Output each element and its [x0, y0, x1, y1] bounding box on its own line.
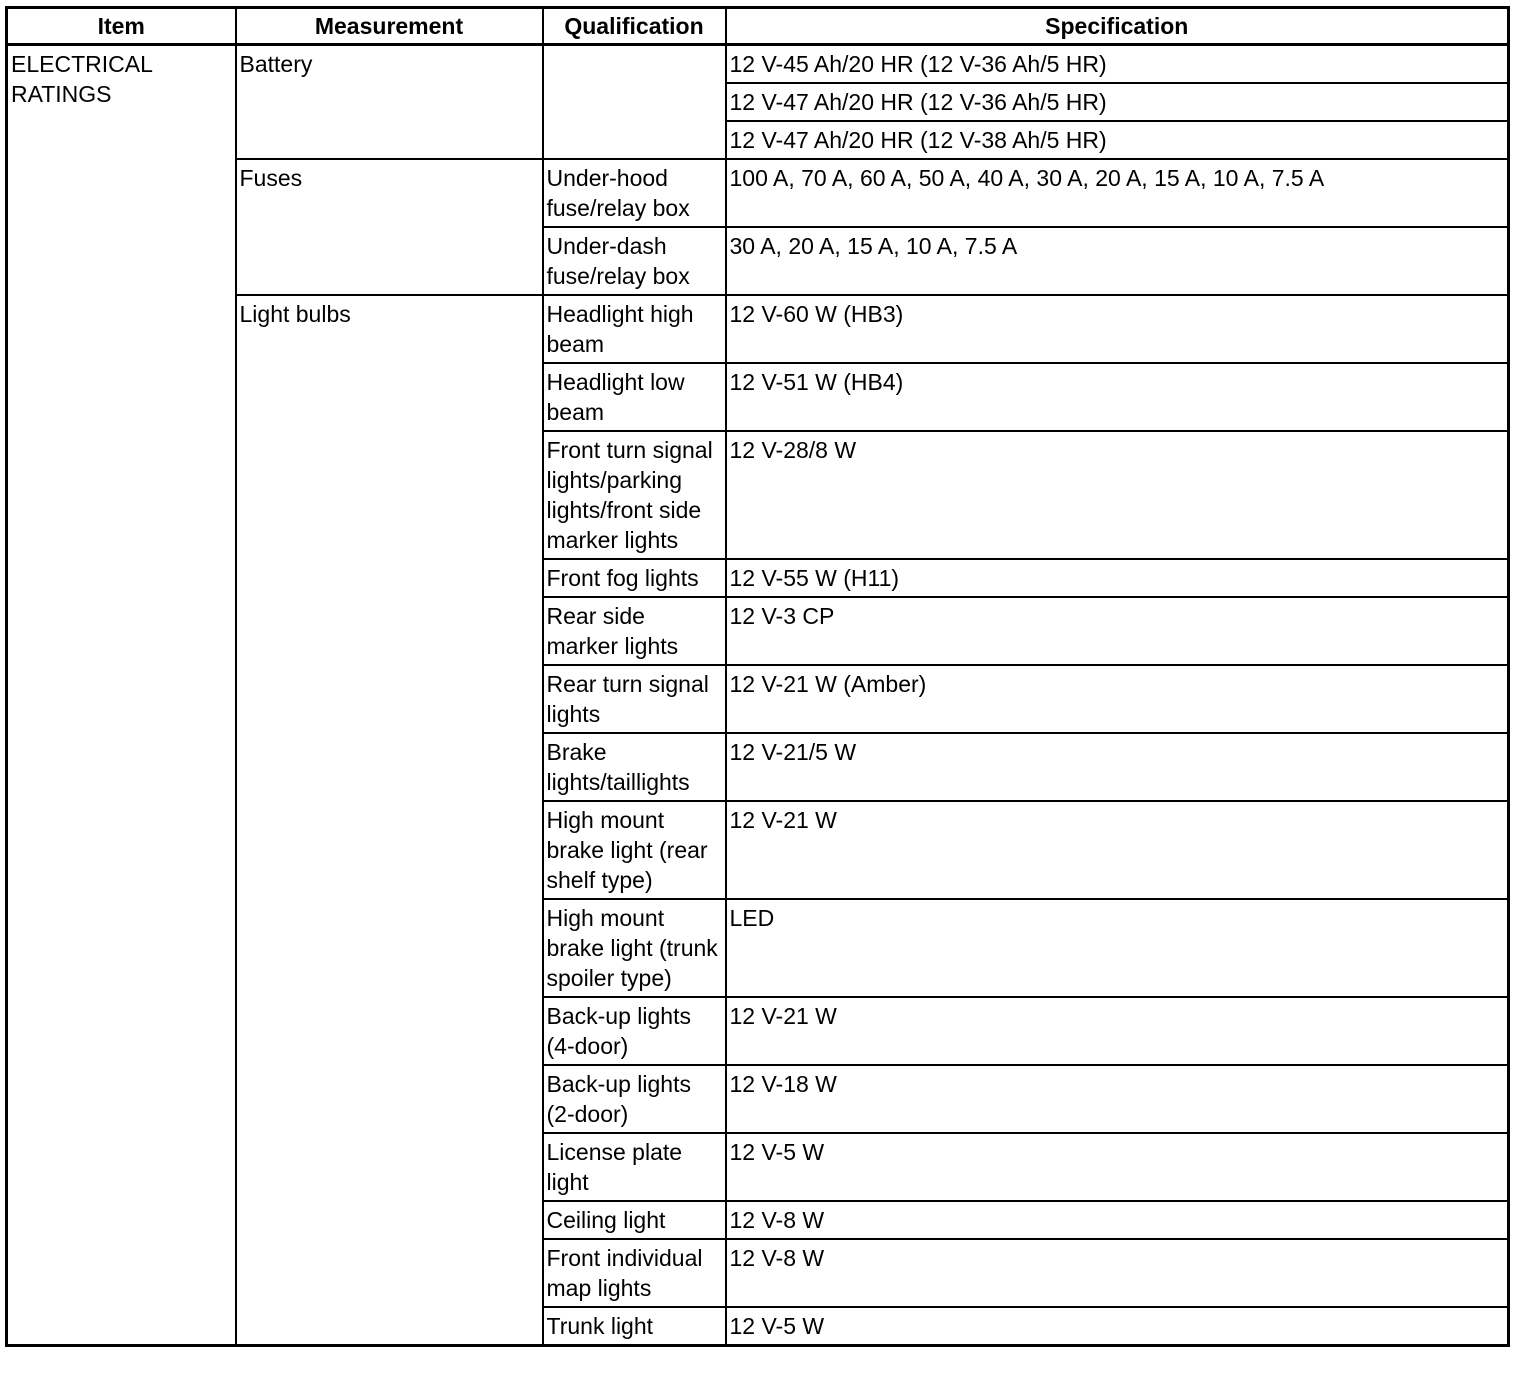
qualification-cell: Brake lights/taillights	[543, 733, 726, 801]
spec-cell: 12 V-45 Ah/20 HR (12 V-36 Ah/5 HR)	[726, 45, 1509, 84]
qualification-cell: Front individual map lights	[543, 1239, 726, 1307]
spec-cell: 30 A, 20 A, 15 A, 10 A, 7.5 A	[726, 227, 1509, 295]
spec-cell: 12 V-28/8 W	[726, 431, 1509, 559]
header-specification: Specification	[726, 8, 1509, 45]
spec-cell: 12 V-55 W (H11)	[726, 559, 1509, 597]
qualification-cell-battery	[543, 45, 726, 160]
qualification-cell: Front turn signal lights/parking lights/front side marker lights	[543, 431, 726, 559]
qualification-cell: Rear turn signal lights	[543, 665, 726, 733]
measurement-cell-fuses: Fuses	[236, 159, 543, 295]
spec-cell: 12 V-3 CP	[726, 597, 1509, 665]
measurement-cell-bulbs: Light bulbs	[236, 295, 543, 1346]
header-item: Item	[7, 8, 236, 45]
qualification-cell: Under-hood fuse/relay box	[543, 159, 726, 227]
table-row	[7, 45, 1509, 84]
item-line: ELECTRICAL	[11, 51, 153, 77]
header-measurement: Measurement	[236, 8, 543, 45]
header-qualification: Qualification	[543, 8, 726, 45]
qualification-cell: Ceiling light	[543, 1201, 726, 1239]
measurement-cell-battery: Battery	[236, 45, 543, 160]
spec-cell: 100 A, 70 A, 60 A, 50 A, 40 A, 30 A, 20 A, 15 A, 10 A, 7.5 A	[726, 159, 1509, 227]
qualification-cell: Headlight high beam	[543, 295, 726, 363]
electrical-ratings-table	[5, 6, 1510, 1347]
spec-cell: 12 V-60 W (HB3)	[726, 295, 1509, 363]
qualification-cell: License plate light	[543, 1133, 726, 1201]
spec-cell: 12 V-47 Ah/20 HR (12 V-38 Ah/5 HR)	[726, 121, 1509, 159]
qualification-cell: High mount brake light (trunk spoiler type)	[543, 899, 726, 997]
spec-cell: 12 V-21 W	[726, 801, 1509, 899]
qualification-cell: Rear side marker lights	[543, 597, 726, 665]
spec-cell: 12 V-5 W	[726, 1307, 1509, 1346]
item-line: RATINGS	[11, 81, 112, 107]
spec-cell: 12 V-5 W	[726, 1133, 1509, 1201]
qualification-cell: Under-dash fuse/relay box	[543, 227, 726, 295]
qualification-cell: Front fog lights	[543, 559, 726, 597]
spec-cell: 12 V-8 W	[726, 1239, 1509, 1307]
qualification-cell: Back-up lights (4-door)	[543, 997, 726, 1065]
spec-cell: 12 V-47 Ah/20 HR (12 V-36 Ah/5 HR)	[726, 83, 1509, 121]
spec-cell: 12 V-18 W	[726, 1065, 1509, 1133]
spec-cell: LED	[726, 899, 1509, 997]
spec-cell: 12 V-21 W	[726, 997, 1509, 1065]
qualification-cell: Back-up lights (2-door)	[543, 1065, 726, 1133]
item-cell	[7, 45, 236, 1346]
qualification-cell: Trunk light	[543, 1307, 726, 1346]
qualification-cell: High mount brake light (rear shelf type)	[543, 801, 726, 899]
header-row	[7, 8, 1509, 45]
spec-cell: 12 V-21/5 W	[726, 733, 1509, 801]
spec-cell: 12 V-51 W (HB4)	[726, 363, 1509, 431]
spec-cell: 12 V-8 W	[726, 1201, 1509, 1239]
qualification-cell: Headlight low beam	[543, 363, 726, 431]
spec-cell: 12 V-21 W (Amber)	[726, 665, 1509, 733]
